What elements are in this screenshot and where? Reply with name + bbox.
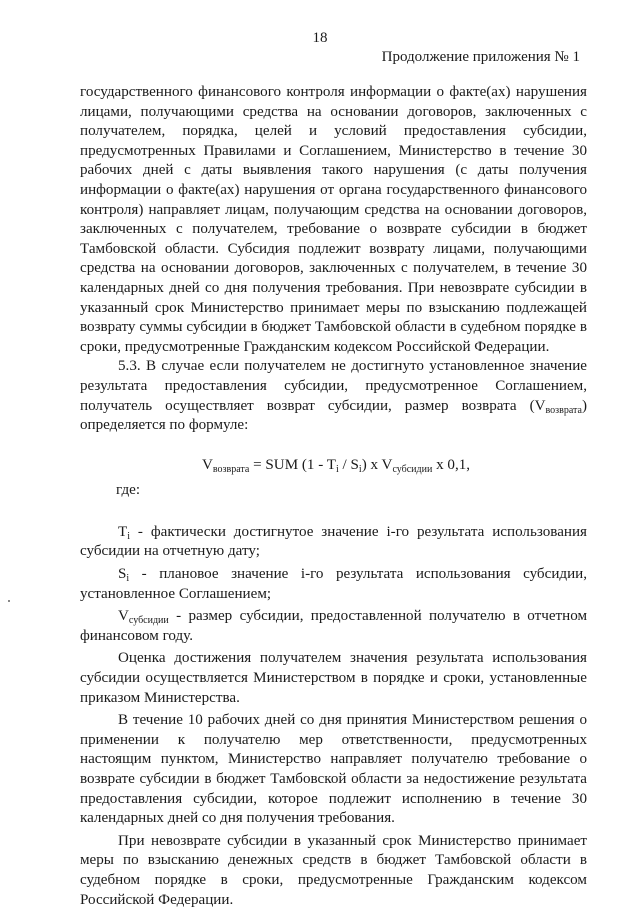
formula-s-subscript: i <box>358 463 362 475</box>
definition-t <box>80 523 587 562</box>
formula-v: V <box>202 456 213 473</box>
formula-v2: ) x V <box>361 456 393 473</box>
definition-t-subscript: i <box>127 530 131 542</box>
definition-v-symbol: V <box>118 608 129 625</box>
definition-s-subscript: i <box>126 573 130 585</box>
definition-s <box>80 565 587 604</box>
paragraph-refund-demand: В течение 10 рабочих дней со дня принятия Министерством решения о применении к получателю мер ответственности, предусмотренных настоящим пунктом, Министерство направляет получателю требование о возврате субсидии в бюджет Тамбовской области за недостижение результата предоставления субсидии, которое подлежит исполнению в течение 30 календарных дней со дня получения требования. <box>80 712 587 827</box>
paragraph-5-3-subscript: возврата <box>545 404 582 416</box>
definition-s-text: - плановое значение i-го результата использования субсидии, установленное Соглашением; <box>80 566 587 602</box>
definition-v-subscript: субсидии <box>128 615 169 627</box>
page-number: 18 <box>312 30 328 46</box>
definition-v <box>80 607 587 646</box>
definition-v-text: - размер субсидии, предоставленной получателю в отчетном финансовом году. <box>80 608 587 644</box>
scan-artifact <box>8 600 10 602</box>
formula-end: x 0,1, <box>432 456 471 473</box>
formula-sum: = SUM (1 - T <box>249 456 336 473</box>
formula-s: / S <box>338 456 359 473</box>
paragraph-5-3-text: 5.3. В случае если получателем не достигнуто установленное значение результата предоставления субсидии, предусмотренное Соглашением, получатель осуществляет возврат субсидии, размер возврата (V <box>80 358 587 414</box>
formula-v2-subscript: субсидии <box>392 463 433 475</box>
paragraph-violation-refund: государственного финансового контроля информации о факте(ах) нарушения лицами, получающими средства на основании договоров, заключенных с получателем, порядка, целей и условий предоставления субсидии, предусмотренных Правилами и Соглашением, Министерство в течение 30 рабочих дней с даты выявления такого нарушения (с даты получения информации о факте(ах) нарушения от органа государственного финансового контроля) направляет лицам, получающим средства на основании договоров, заключенных с получателем, требование о возврате субсидии в бюджет Тамбовской области. Субсидия подлежит возврату лицами, получающими средства на основании договоров, заключенных с получателем, в течение 30 календарных дней со дня получения требования. При невозврате субсидии в указанный срок Министерство принимает меры по взысканию подлежащей возврату суммы субсидии в бюджет Тамбовской области в судебном порядке в сроки, предусмотренные Гражданским кодексом Российской Федерации. <box>80 84 587 355</box>
paragraph-assessment: Оценка достижения получателем значения результата использования субсидии осуществляется Министерством в порядке и сроки, установленные приказом Министерства. <box>80 650 587 706</box>
paragraph-5-3 <box>80 357 587 435</box>
appendix-continuation-label: Продолжение приложения № 1 <box>381 49 580 65</box>
definition-t-text: - фактически достигнутое значение i-го результата использования субсидии на отчетную дату; <box>80 523 587 560</box>
document-body <box>80 83 587 910</box>
where-label: где: <box>116 482 141 499</box>
formula-t-subscript: i <box>336 463 339 475</box>
formula-v-subscript: возврата <box>212 463 250 475</box>
definition-s-symbol: S <box>118 566 127 583</box>
paragraph-court-recovery: При невозврате субсидии в указанный срок Министерство принимает меры по взысканию денежных средств в бюджет Тамбовской области в судебном порядке в сроки, предусмотренные Гражданским кодексом Российской Федерации. <box>80 832 587 908</box>
paragraph-5-3-end: ) определяется по формуле: <box>80 397 587 434</box>
refund-formula <box>80 456 587 476</box>
definition-t-symbol: T <box>118 523 128 540</box>
